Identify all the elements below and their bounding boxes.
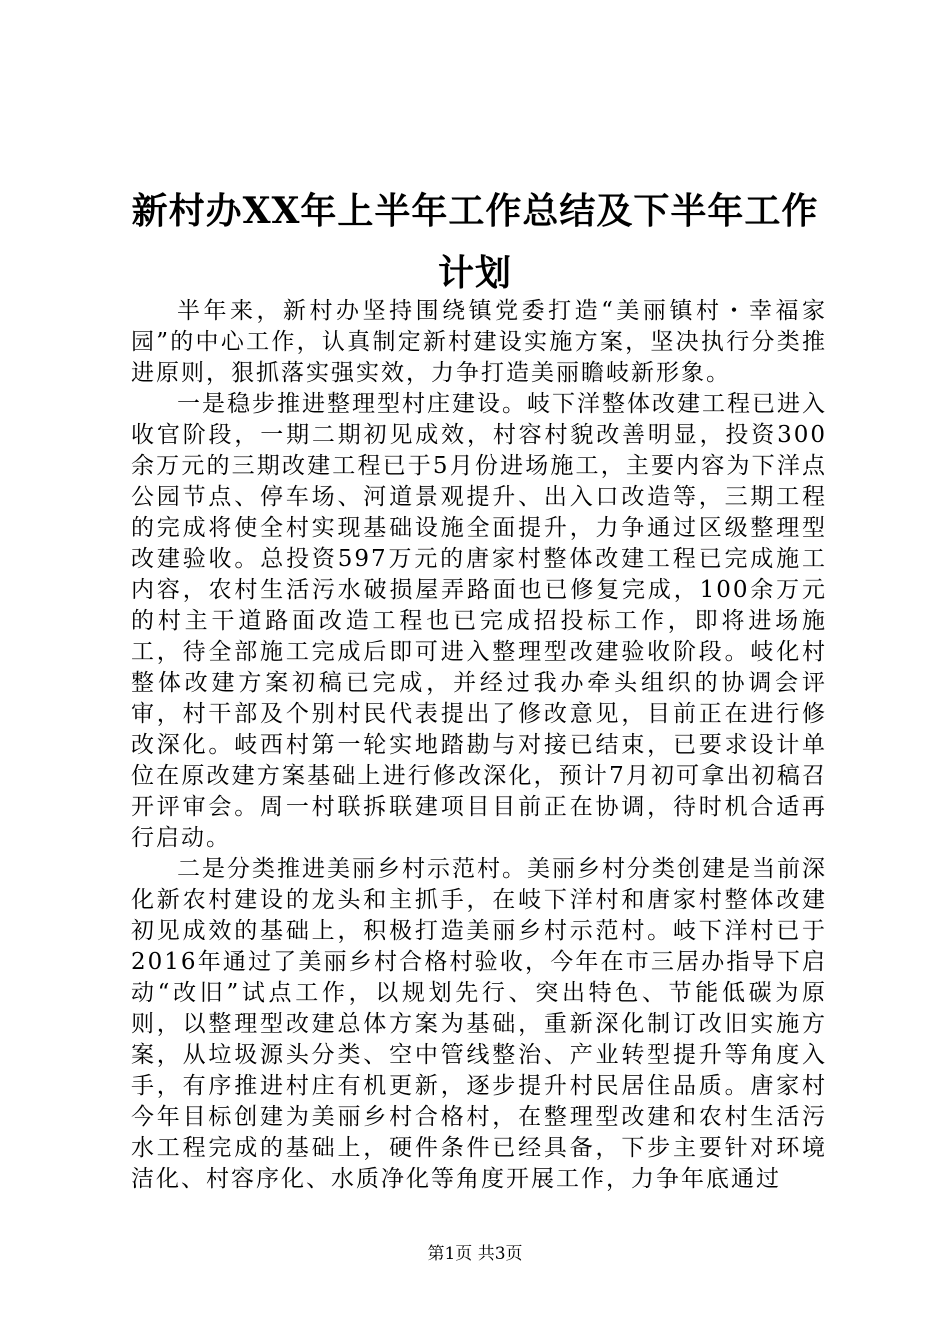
- document-title: 新村办XX年上半年工作总结及下半年工作计划: [131, 190, 819, 294]
- paragraph-beautiful-villages: 二是分类推进美丽乡村示范村。美丽乡村分类创建是当前深化新农村建设的龙头和主抓手，在岐下洋村和唐家村整体改建初见成效的基础上，积极打造美丽乡村示范村。岐下洋村已于2016年通过了美丽乡村合格村验收，今年在市三居办指导下启动“改旧”试点工作，以规划先行、突出特色、节能低碳为原则，以整理型改建总体方案为基础，重新深化制订改旧实施方案，从垃圾源头分类、空中管线整治、产业转型提升等角度入手，有序推进村庄有机更新，逐步提升村民居住品质。唐家村今年目标创建为美丽乡村合格村，在整理型改建和农村生活污水工程完成的基础上，硬件条件已经具备，下步主要针对环境洁化、村容序化、水质净化等角度开展工作，力争年底通过: [131, 856, 827, 1192]
- paragraph-intro: 半年来，新村办坚持围绕镇党委打造“美丽镇村・幸福家园”的中心工作，认真制定新村建设实施方案，坚决执行分类推进原则，狠抓落实强实效，力争打造美丽瞻岐新形象。: [131, 298, 827, 386]
- paragraph-rectification-villages: 一是稳步推进整理型村庄建设。岐下洋整体改建工程已进入收官阶段，一期二期初见成效，村容村貌改善明显，投资300余万元的三期改建工程已于5月份进场施工，主要内容为下洋点公园节点、停车场、河道景观提升、出入口改造等，三期工程的完成将使全村实现基础设施全面提升，力争通过区级整理型改建验收。总投资597万元的唐家村整体改建工程已完成施工内容，农村生活污水破损屋弄路面也已修复完成，100余万元的村主干道路面改造工程也已完成招投标工作，即将进场施工，待全部施工完成后即可进入整理型改建验收阶段。岐化村整体改建方案初稿已完成，并经过我办牵头组织的协调会评审，村干部及个别村民代表提出了修改意见，目前正在进行修改深化。岐西村第一轮实地踏勘与对接已结束，已要求设计单位在原改建方案基础上进行修改深化，预计7月初可拿出初稿召开评审会。周一村联拆联建项目目前正在协调，待时机合适再行启动。: [131, 391, 827, 851]
- page-footer: 第1页 共3页: [427, 1244, 523, 1264]
- document-body: [131, 296, 827, 1195]
